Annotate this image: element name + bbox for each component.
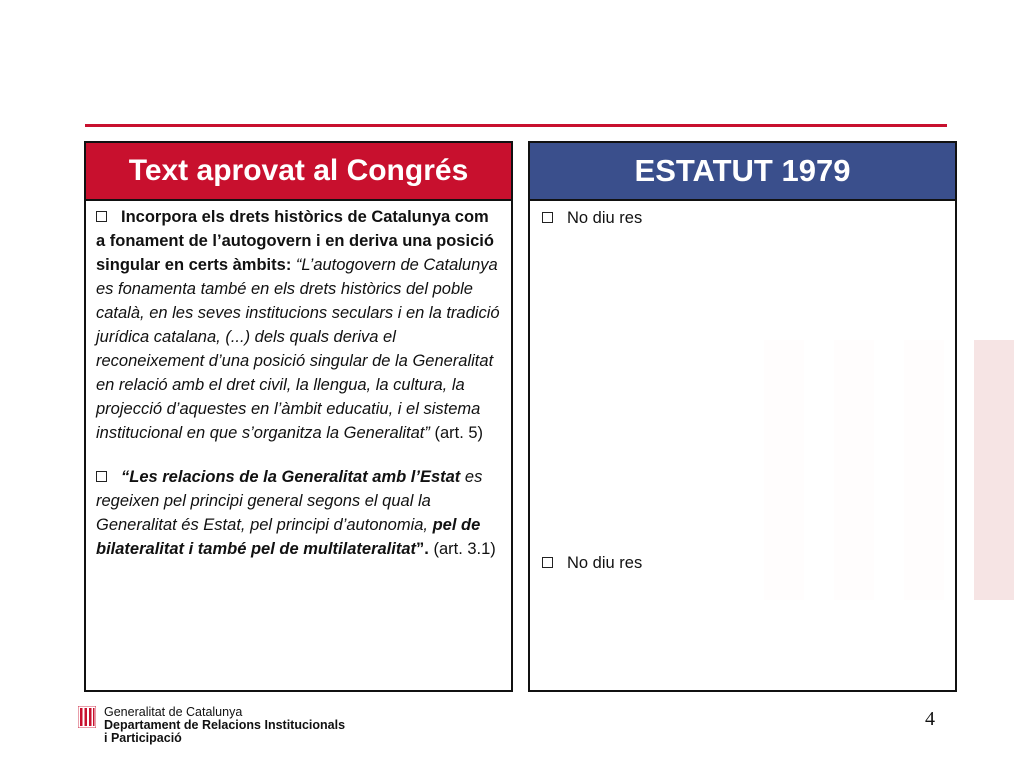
item-article-ref: (art. 3.1) bbox=[428, 540, 496, 558]
footer-line-2: Departament de Relacions Institucionals bbox=[104, 718, 346, 732]
statute-item-2-text: No diu res bbox=[567, 554, 643, 572]
congress-item-relations bbox=[96, 465, 501, 561]
statute-1979-panel bbox=[528, 141, 957, 692]
item-italic-mid: es regeixen pel principi general segons el qual la Generalitat és Estat, pel principi d’autonomia, bbox=[96, 468, 483, 534]
item-bold-lead: Incorpora els drets històrics de Catalunya com a fonament de l’autogovern i en deriva una posició singular en certs àmbits: bbox=[96, 208, 494, 274]
statute-panel-header: ESTATUT 1979 bbox=[530, 143, 955, 201]
item-article-ref: (art. 5) bbox=[429, 424, 484, 442]
page-number: 4 bbox=[925, 708, 935, 730]
congress-text-panel bbox=[84, 141, 513, 692]
item-italic-quote: “L’autogovern de Catalunya es fonamenta també en els drets històrics del poble català, en les seves institucions seculars i en la tradició jurídica catalana, (...) dels quals deriva el reconeixement d’una posició singular de la Generalitat en relació amb el dret civil, la llengua, la cultura, la projecció d’aquestes en l’àmbit educatiu, i el sistema institucional en que s’organitza la Generalitat” bbox=[96, 256, 500, 442]
congress-panel-header: Text aprovat al Congrés bbox=[86, 143, 511, 201]
congress-panel-body bbox=[86, 201, 511, 561]
item-bold-italic-tail: pel de bilateralitat i també pel de multilateralitat bbox=[96, 516, 481, 558]
checkbox-bullet-icon bbox=[96, 211, 107, 222]
item-bold-italic-lead: “Les relacions de la Generalitat amb l’Estat bbox=[121, 468, 461, 486]
checkbox-bullet-icon bbox=[542, 212, 553, 223]
statute-item-1-text: No diu res bbox=[567, 209, 643, 227]
generalitat-logo-icon bbox=[78, 706, 96, 728]
footer-department bbox=[104, 706, 345, 745]
checkbox-bullet-icon bbox=[542, 557, 553, 568]
statute-item-2 bbox=[542, 554, 642, 573]
footer-line-3: i Participació bbox=[104, 731, 182, 745]
congress-item-historic-rights bbox=[96, 205, 501, 445]
checkbox-bullet-icon bbox=[96, 471, 107, 482]
statute-item-1 bbox=[542, 209, 642, 228]
item-bold-close: ”. bbox=[416, 540, 429, 558]
title-rule bbox=[85, 124, 947, 127]
footer-line-1: Generalitat de Catalunya bbox=[104, 705, 243, 719]
